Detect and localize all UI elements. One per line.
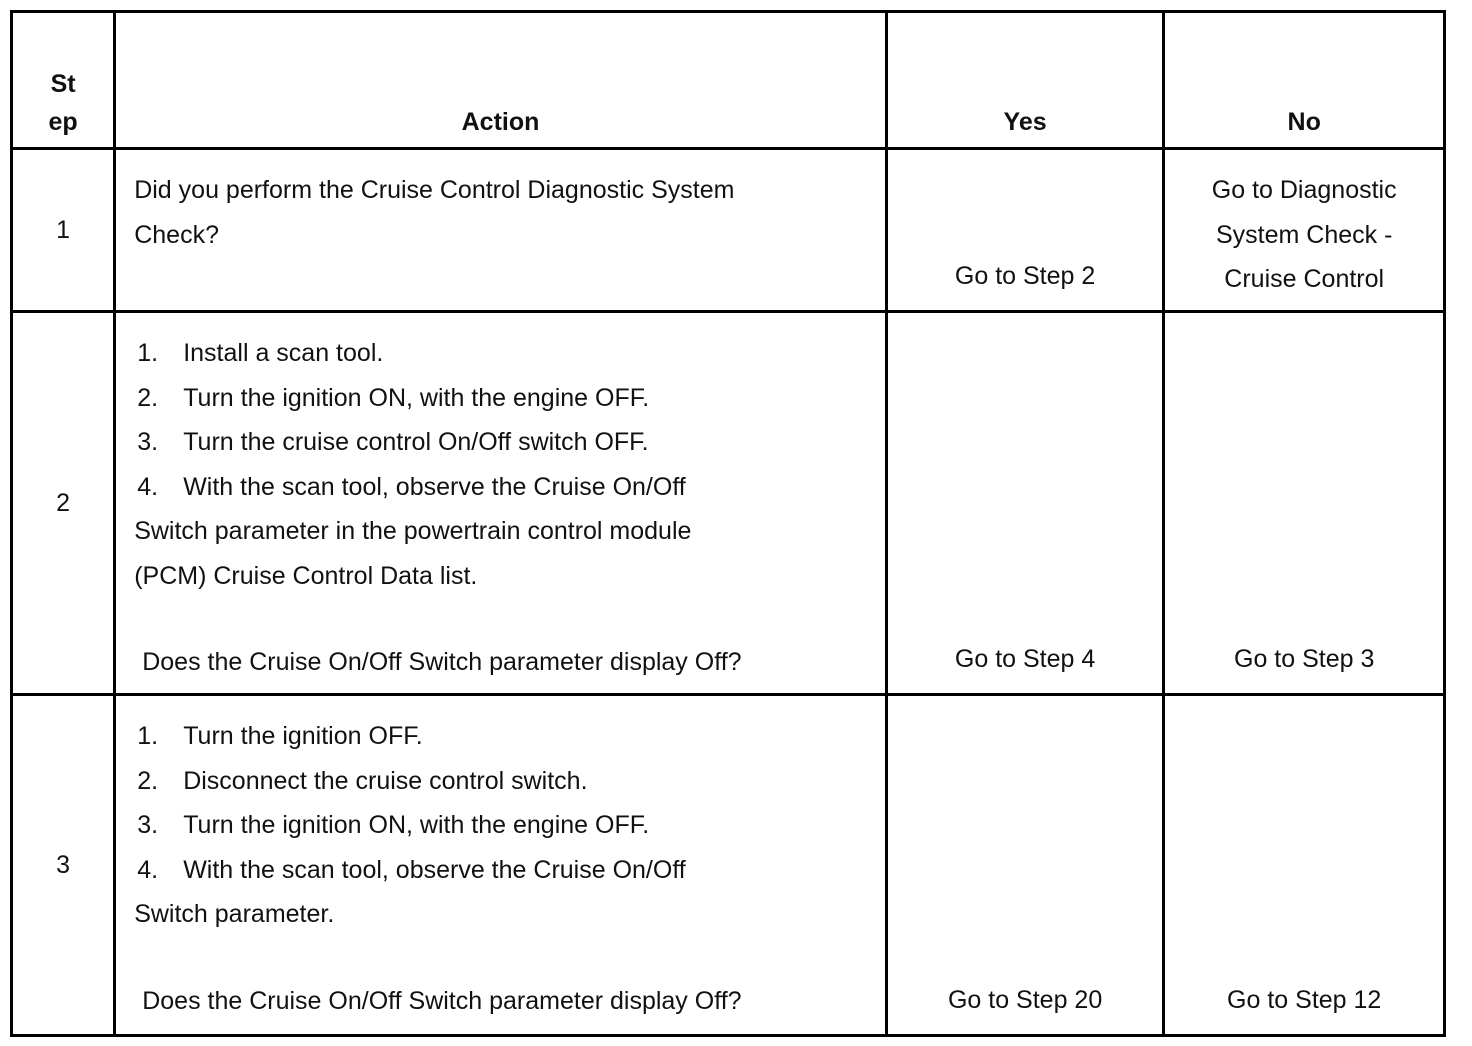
item-text: Turn the ignition ON, with the engine OFF. <box>183 383 650 412</box>
no-cell: Go to Step 3 <box>1164 312 1445 695</box>
action-list <box>134 714 867 892</box>
list-item <box>134 376 867 421</box>
header-no: No <box>1164 12 1445 149</box>
table-row <box>12 149 1445 312</box>
yes-cell: Go to Step 20 <box>886 695 1164 1036</box>
diagnostic-table <box>10 10 1446 1037</box>
action-text: Check? <box>134 220 219 249</box>
item-text: Install a scan tool. <box>183 339 384 367</box>
action-cell <box>115 149 887 312</box>
yes-cell: Go to Step 2 <box>886 149 1164 312</box>
list-item <box>134 420 867 465</box>
step-number: 3 <box>12 695 115 1036</box>
table-row <box>12 695 1445 1036</box>
header-step <box>12 12 115 149</box>
header-step-line1: St <box>50 70 76 98</box>
item-text: Disconnect the cruise control switch. <box>183 766 588 795</box>
action-cell <box>115 312 887 695</box>
list-item <box>134 714 867 759</box>
action-list <box>134 331 867 509</box>
item-number: 4. <box>137 855 159 884</box>
list-item <box>134 759 867 804</box>
header-step-line2: ep <box>48 108 78 136</box>
continuation-text: Switch parameter in the powertrain control module <box>134 517 692 545</box>
header-row <box>12 12 1445 149</box>
no-text: System Check - <box>1215 220 1393 249</box>
yes-cell: Go to Step 4 <box>886 312 1164 695</box>
item-text: Turn the ignition OFF. <box>183 722 423 750</box>
action-cell <box>115 695 887 1036</box>
no-cell: Go to Step 12 <box>1164 695 1445 1036</box>
item-number: 1. <box>137 339 159 367</box>
header-yes: Yes <box>886 12 1164 149</box>
step-number: 1 <box>12 149 115 312</box>
table-row <box>12 312 1445 695</box>
continuation-text: Switch parameter. <box>134 900 335 928</box>
no-cell <box>1164 149 1445 312</box>
item-text: Turn the ignition ON, with the engine OFF. <box>183 811 650 839</box>
list-item <box>134 331 867 376</box>
item-text: With the scan tool, observe the Cruise On/Off <box>183 472 686 501</box>
item-number: 3. <box>137 811 159 839</box>
header-action: Action <box>115 12 887 149</box>
no-text: Go to Diagnostic <box>1211 176 1397 204</box>
no-text: Cruise Control <box>1224 265 1385 293</box>
step-number: 2 <box>12 312 115 695</box>
item-number: 1. <box>137 722 159 750</box>
action-text: Did you perform the Cruise Control Diagnostic System <box>134 176 735 204</box>
list-item <box>134 803 867 848</box>
item-text: Turn the cruise control On/Off switch OFF. <box>183 428 649 456</box>
list-item <box>134 465 867 510</box>
item-number: 2. <box>137 766 159 795</box>
item-number: 3. <box>137 428 159 456</box>
item-text: With the scan tool, observe the Cruise On/Off <box>183 855 686 884</box>
item-number: 2. <box>137 383 159 412</box>
question-text: Does the Cruise On/Off Switch parameter display Off? <box>142 986 742 1015</box>
item-number: 4. <box>137 472 159 501</box>
continuation-text: (PCM) Cruise Control Data list. <box>134 561 478 590</box>
list-item <box>134 848 867 893</box>
question-text: Does the Cruise On/Off Switch parameter display Off? <box>142 648 742 676</box>
